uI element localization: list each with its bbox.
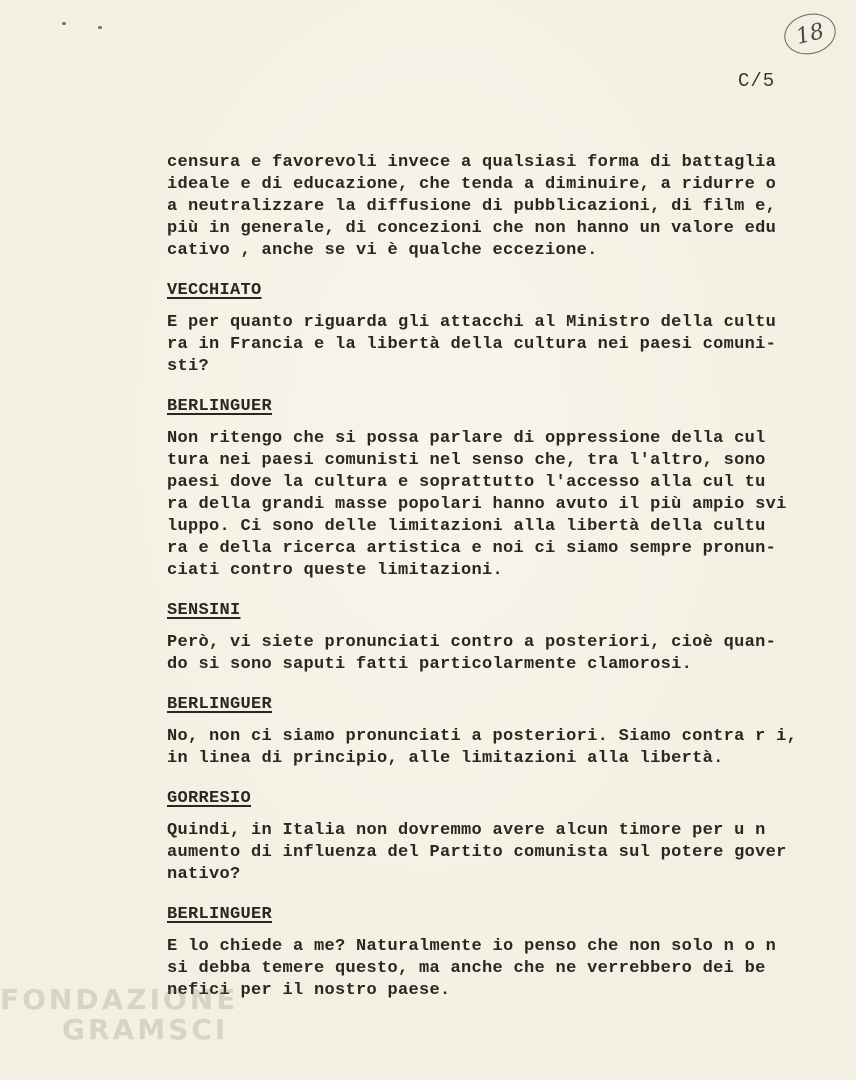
- speaker-name: BERLINGUER: [167, 695, 273, 714]
- text-line: luppo. Ci sono delle limitazioni alla libertà della cultu: [167, 517, 766, 536]
- sheet-code: C/5: [738, 70, 776, 92]
- speech-paragraph: [167, 726, 807, 770]
- text-line: ciati contro queste limitazioni.: [167, 561, 504, 580]
- speaker-name: GORRESIO: [167, 789, 252, 808]
- speech-paragraph: [167, 312, 807, 378]
- speech-paragraph: [167, 820, 807, 886]
- text-line: si debba temere questo, ma anche che ne verrebbero dei be: [167, 959, 766, 978]
- text-line: Non ritengo che si possa parlare di oppressione della cul: [167, 429, 766, 448]
- text-line: censura e favorevoli invece a qualsiasi forma di battaglia: [167, 153, 777, 172]
- paper-speck: [62, 22, 66, 25]
- text-line: ideale e di educazione, che tenda a diminuire, a ridurre o: [167, 175, 777, 194]
- text-line: Però, vi siete pronunciati contro a posteriori, cioè quan-: [167, 633, 777, 652]
- speaker-name: BERLINGUER: [167, 397, 273, 416]
- watermark-line: GRAMSCI: [62, 1013, 229, 1046]
- speaker-name: VECCHIATO: [167, 281, 262, 300]
- text-line: nativo?: [167, 865, 241, 884]
- text-line: Quindi, in Italia non dovremmo avere alcun timore per u n: [167, 821, 766, 840]
- speaker-name: BERLINGUER: [167, 905, 273, 924]
- intro-paragraph: [167, 152, 807, 262]
- speech-paragraph: [167, 428, 807, 582]
- transcript-body: [167, 152, 807, 1002]
- handwritten-page-number: [780, 8, 840, 59]
- text-line: più in generale, di concezioni che non hanno un valore edu: [167, 219, 777, 238]
- watermark-line: FONDAZIONE: [0, 983, 239, 1016]
- text-line: in linea di principio, alle limitazioni alla libertà.: [167, 749, 724, 768]
- text-line: a neutralizzare la diffusione di pubblicazioni, di film e,: [167, 197, 777, 216]
- text-line: ra e della ricerca artistica e noi ci siamo sempre pronun-: [167, 539, 777, 558]
- text-line: nefici per il nostro paese.: [167, 981, 451, 1000]
- paper-speck: [98, 26, 102, 29]
- text-line: paesi dove la cultura e soprattutto l'accesso alla cul tu: [167, 473, 766, 492]
- text-line: ra in Francia e la libertà della cultura nei paesi comuni-: [167, 335, 777, 354]
- text-line: sti?: [167, 357, 210, 376]
- text-line: cativo , anche se vi è qualche eccezione.: [167, 241, 598, 260]
- speaker-name: SENSINI: [167, 601, 241, 620]
- speech-paragraph: [167, 632, 807, 676]
- text-line: ra della grandi masse popolari hanno avuto il più ampio svi: [167, 495, 787, 514]
- archive-watermark: [0, 985, 238, 1045]
- text-line: No, non ci siamo pronunciati a posteriori. Siamo contra r i,: [167, 727, 798, 746]
- speech-paragraph: [167, 936, 807, 1002]
- text-line: E lo chiede a me? Naturalmente io penso che non solo n o n: [167, 937, 777, 956]
- text-line: tura nei paesi comunisti nel senso che, tra l'altro, sono: [167, 451, 766, 470]
- text-line: aumento di influenza del Partito comunista sul potere gover: [167, 843, 787, 862]
- text-line: E per quanto riguarda gli attacchi al Ministro della cultu: [167, 313, 777, 332]
- text-line: do si sono saputi fatti particolarmente clamorosi.: [167, 655, 693, 674]
- page-number-text: 18: [793, 18, 827, 50]
